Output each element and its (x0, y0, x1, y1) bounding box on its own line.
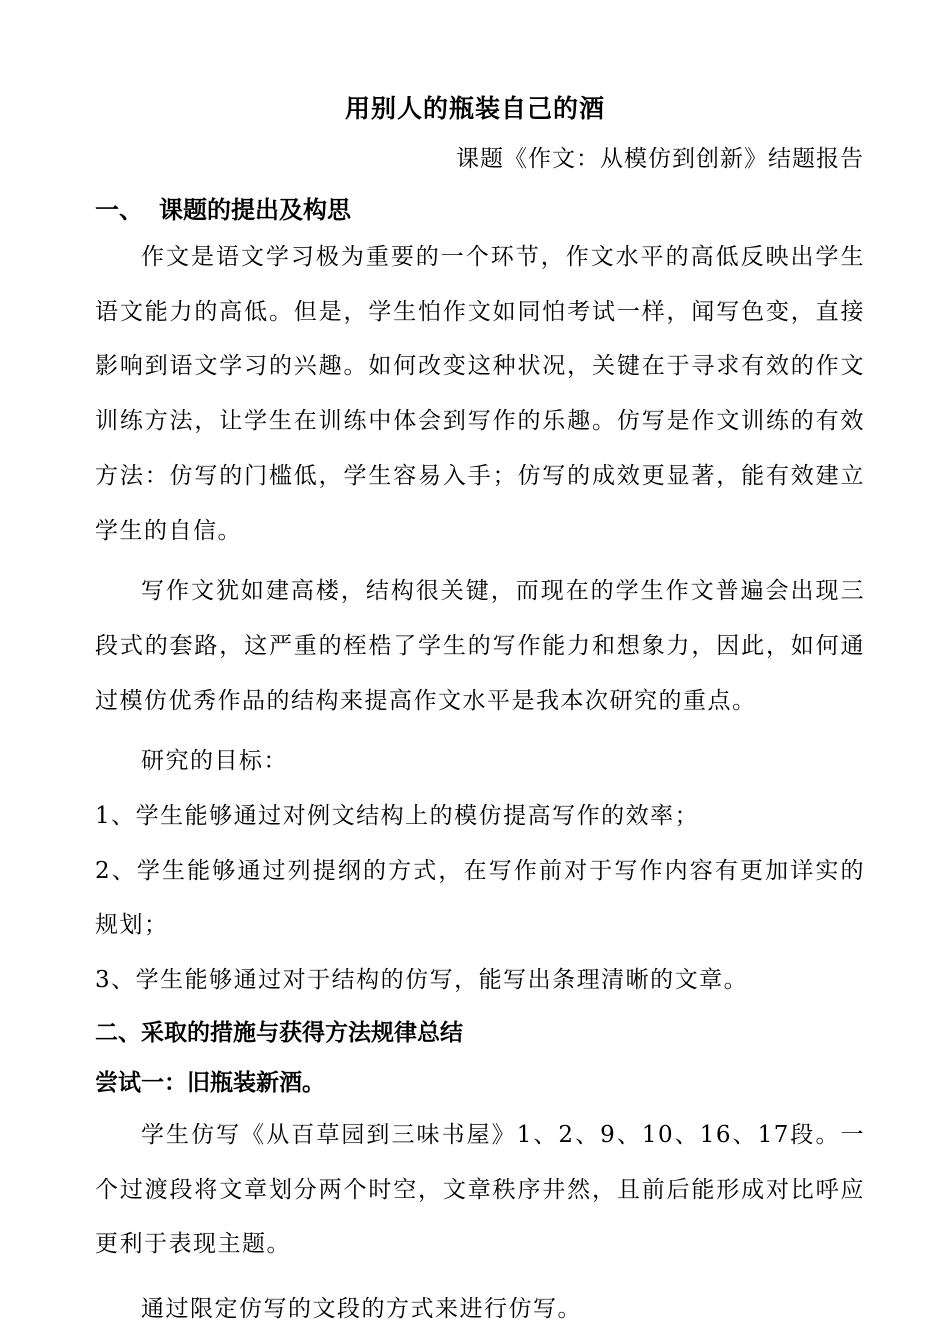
section-1-number: 一、 (95, 196, 143, 224)
section-1-heading (95, 190, 865, 230)
paragraph: 学生仿写《从百草园到三味书屋》1、2、9、10、16、17段。一个过渡段将文章划分两个时空，文章秩序井然，且前后能形成对比呼应更利于表现主题。 (95, 1121, 865, 1258)
document-title: 用别人的瓶装自己的酒 (344, 94, 605, 123)
paragraph: 研究的目标： (141, 748, 288, 775)
section-1-heading-text: 课题的提出及构思 (159, 196, 351, 224)
paragraph: 作文是语文学习极为重要的一个环节，作文水平的高低反映出学生语文能力的高低。但是，学生怕作文如同怕考试一样，闻写色变，直接影响到语文学习的兴趣。如何改变这种状况，关键在于寻求有效的作文训练方法，让学生在训练中体会到写作的乐趣。仿写是作文训练的有效方法：仿写的门槛低，学生容易入手；仿写的成效更显著，能有效建立学生的自信。 (95, 244, 865, 544)
goal-item: 3、学生能够通过对于结构的仿写，能写出条理清晰的文章。 (95, 967, 749, 994)
document-body (95, 190, 865, 1337)
document-subtitle: 课题《作文：从模仿到创新》结题报告 (456, 146, 864, 172)
goal-item: 2、学生能够通过列提纲的方式，在写作前对于写作内容有更加详实的规划； (95, 857, 865, 939)
paragraph: 通过限定仿写的文段的方式来进行仿写。 (141, 1295, 582, 1322)
section-2-heading: 二、采取的措施与获得方法规律总结 (95, 1019, 463, 1046)
goal-item: 1、学生能够通过对例文结构上的模仿提高写作的效率； (95, 803, 700, 830)
paragraph: 写作文犹如建高楼，结构很关键，而现在的学生作文普遍会出现三段式的套路，这严重的桎梏了学生的写作能力和想象力，因此，如何通过模仿优秀作品的结构来提高作文水平是我本次研究的重点。 (95, 578, 865, 714)
attempt-1-heading: 尝试一：旧瓶装新酒。 (95, 1069, 325, 1096)
